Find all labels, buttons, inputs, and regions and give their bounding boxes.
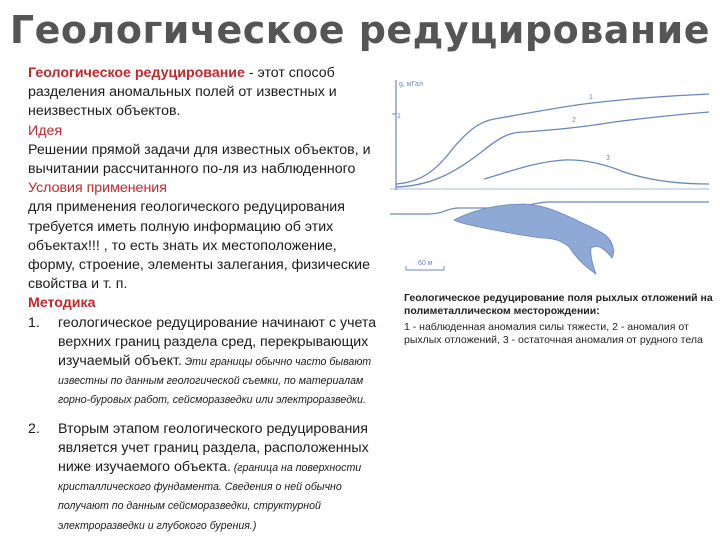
curve-label: 1 — [589, 94, 593, 101]
scale-label: 60 м — [418, 260, 433, 267]
slide-title: Геологическое редуцирование — [9, 8, 711, 52]
method-heading: Методика — [28, 295, 96, 312]
step-number: 2. — [28, 420, 40, 437]
idea-text: Решении прямой задачи для известных объектов, и вычитании рассчитанного по-ля из наблюденного — [28, 141, 371, 178]
curve-residual — [484, 160, 709, 184]
step-main-text: геологическое редуцирование начинают с учета верхних границ раздела сред, перекрывающих изучаемый объект. — [58, 314, 377, 370]
step-number: 1. — [28, 314, 40, 331]
curve-label: 3 — [606, 155, 610, 162]
intro-rest: - этот способ разделения аномальных полей от известных и неизвестных объектов. — [28, 65, 337, 120]
axis-label: g, мГал — [399, 81, 423, 88]
curve-label: 2 — [572, 117, 576, 124]
caption-description: 1 - наблюденная аномалия силы тяжести, 2 - аномалия от рыхлых отложений, 3 - остаточная аномалия от рудного тела — [404, 320, 703, 346]
step-note: Эти границы обычно часто бывают известны по данным геологической съемки, по материалам горно-буровых работ, сейсморазведки или электроразведки. — [58, 356, 372, 407]
main-text — [28, 64, 384, 535]
gravity-reduction-figure — [384, 72, 714, 287]
intro-term: Геологическое редуцирование — [28, 65, 245, 81]
conditions-text: для применения геологического редуцирования требуется иметь полную информацию об этих объектах!!! , то есть знать их местоположение, форму, строение, элементы залегания, физические свойства и т. п. — [28, 199, 371, 293]
step-main-text: Вторым этапом геологического редуцирования является учет границ раздела, расположенных ниже изучаемого объекта. — [58, 420, 369, 476]
method-step-2 — [28, 420, 384, 535]
idea-heading: Идея — [28, 122, 63, 139]
tick-label: 1 — [397, 113, 401, 120]
ore-body — [454, 204, 614, 274]
curve-loose-deposits — [396, 112, 709, 187]
method-step-1 — [28, 314, 384, 410]
curve-observed — [396, 94, 709, 184]
conditions-heading: Условия применения — [28, 180, 167, 197]
figure-caption — [404, 292, 716, 347]
step-note: (граница на поверхности кристаллического фундамента. Сведения о ней обычно получают по данным сейсморазведки, структурной электроразведки и глубокого бурения.) — [58, 462, 362, 532]
intro-paragraph — [28, 64, 384, 122]
caption-heading: Геологическое редуцирование поля рыхлых отложений на полиметаллическом месторождении: — [404, 292, 713, 318]
